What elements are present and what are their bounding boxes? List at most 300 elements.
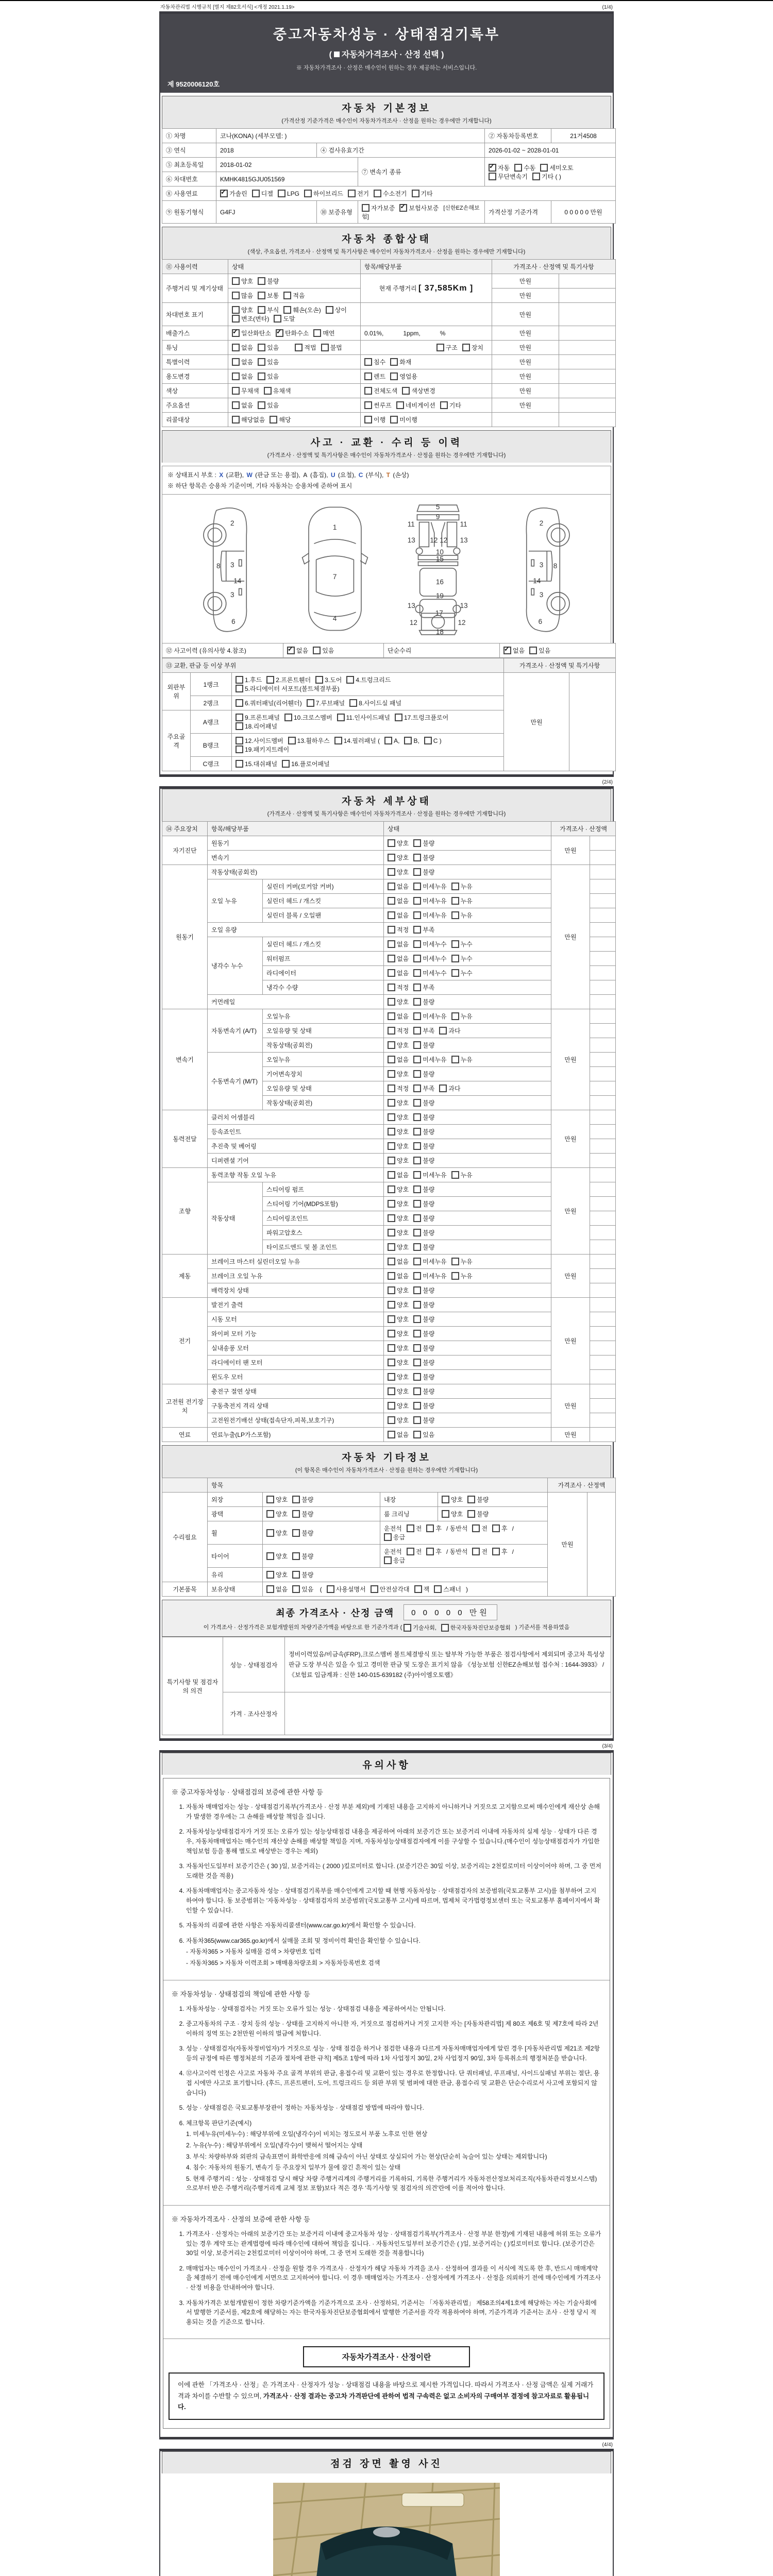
checkbox-option[interactable]: 있음: [258, 401, 279, 410]
checkbox[interactable]: [413, 1142, 421, 1150]
checkbox-option[interactable]: 양호: [388, 1387, 409, 1396]
checkbox[interactable]: [451, 1272, 459, 1280]
checkbox-option[interactable]: 불량: [413, 1416, 434, 1425]
checkbox[interactable]: [313, 329, 321, 337]
checkbox-option[interactable]: 수소전기: [374, 189, 407, 198]
checkbox[interactable]: [287, 647, 295, 654]
checkbox-option[interactable]: 이행: [364, 415, 385, 424]
checkbox[interactable]: [388, 1027, 395, 1035]
checkbox[interactable]: [274, 315, 281, 323]
checkbox-option[interactable]: 양호: [266, 1529, 288, 1537]
checkbox[interactable]: [346, 676, 354, 684]
checkbox-option[interactable]: 양호: [266, 1552, 288, 1561]
checkbox[interactable]: [441, 1624, 449, 1632]
checkbox-option[interactable]: 기타: [440, 401, 461, 410]
checkbox-option[interactable]: 유채색: [264, 386, 291, 395]
checkbox-option[interactable]: 썬루프: [364, 401, 392, 410]
checkbox[interactable]: [388, 984, 395, 991]
checkbox[interactable]: [388, 1243, 395, 1251]
checkbox-option[interactable]: 없음: [388, 1012, 409, 1021]
checkbox-option[interactable]: 누유: [451, 896, 473, 905]
checkbox[interactable]: [388, 1200, 395, 1208]
checkbox-option[interactable]: 누유: [451, 1012, 473, 1021]
checkbox[interactable]: [540, 164, 548, 172]
checkbox[interactable]: [413, 1402, 421, 1410]
checkbox-option[interactable]: ✓ 자동: [489, 163, 510, 172]
checkbox[interactable]: [413, 1416, 421, 1424]
checkbox[interactable]: [404, 1624, 411, 1632]
checkbox-option[interactable]: 훼손(오손): [283, 306, 321, 314]
checkbox[interactable]: [413, 1041, 421, 1049]
checkbox[interactable]: [236, 714, 243, 721]
checkbox-option[interactable]: 불량: [413, 853, 434, 862]
checkbox-option[interactable]: 양호: [266, 1495, 288, 1504]
checkbox[interactable]: [532, 173, 540, 180]
checkbox[interactable]: [282, 760, 290, 768]
checkbox[interactable]: [292, 1510, 300, 1518]
checkbox-option[interactable]: 잭: [414, 1585, 430, 1594]
panel-checkbox-option[interactable]: 13.휠하우스: [288, 736, 330, 745]
checkbox[interactable]: [258, 306, 265, 314]
checkbox-option[interactable]: 적법: [295, 343, 316, 352]
panel-checkbox-option[interactable]: A,: [384, 737, 399, 744]
checkbox-option[interactable]: 누유: [451, 882, 473, 891]
checkbox[interactable]: [388, 883, 395, 890]
checkbox[interactable]: [334, 737, 342, 744]
checkbox[interactable]: [413, 883, 421, 890]
checkbox[interactable]: [529, 647, 537, 654]
checkbox[interactable]: [413, 1128, 421, 1136]
checkbox[interactable]: [413, 1012, 421, 1020]
checkbox[interactable]: [413, 1214, 421, 1222]
checkbox[interactable]: [472, 1548, 480, 1555]
checkbox-option[interactable]: 기술사회,: [404, 1623, 436, 1632]
checkbox[interactable]: [412, 190, 419, 197]
checkbox-option[interactable]: 양호: [388, 1401, 409, 1410]
checkbox-option[interactable]: 없음: [388, 969, 409, 977]
checkbox[interactable]: [232, 387, 240, 395]
checkbox-option[interactable]: 도말: [274, 314, 295, 323]
checkbox-option[interactable]: 불량: [413, 1329, 434, 1338]
checkbox-option[interactable]: 양호: [388, 1127, 409, 1136]
checkbox-option[interactable]: 없음: [388, 882, 409, 891]
checkbox-option[interactable]: 매연: [313, 329, 334, 337]
checkbox[interactable]: [258, 358, 265, 366]
checkbox-option[interactable]: 양호: [388, 1041, 409, 1049]
checkbox-option[interactable]: 불량: [413, 1214, 434, 1223]
checkbox[interactable]: [451, 897, 459, 905]
checkbox[interactable]: [388, 1402, 395, 1410]
checkbox[interactable]: [388, 1373, 395, 1381]
checkbox[interactable]: [388, 897, 395, 905]
checkbox[interactable]: [252, 190, 260, 197]
checkbox[interactable]: [451, 955, 459, 962]
checkbox-option[interactable]: 있음: [292, 1585, 313, 1594]
checkbox[interactable]: [413, 1315, 421, 1323]
checkbox-option[interactable]: 불량: [413, 1344, 434, 1352]
checkbox-option[interactable]: 양호: [388, 1228, 409, 1237]
checkbox[interactable]: [232, 416, 240, 423]
checkbox-option[interactable]: 응급: [384, 1556, 405, 1565]
checkbox[interactable]: [451, 883, 459, 890]
checkbox[interactable]: [388, 1330, 395, 1337]
checkbox-option[interactable]: 미세누유: [413, 1257, 446, 1266]
checkbox-option[interactable]: 전기: [348, 189, 369, 198]
checkbox[interactable]: [388, 1431, 395, 1438]
checkbox[interactable]: [236, 745, 243, 753]
checkbox[interactable]: [337, 714, 345, 721]
checkbox-option[interactable]: 양호: [442, 1510, 463, 1518]
checkbox[interactable]: [232, 329, 240, 337]
checkbox[interactable]: [442, 1496, 449, 1503]
checkbox-option[interactable]: LPG: [278, 190, 299, 197]
checkbox[interactable]: [388, 940, 395, 948]
checkbox[interactable]: [264, 387, 272, 395]
checkbox-option[interactable]: 적정: [388, 925, 409, 934]
checkbox-option[interactable]: 응급: [384, 1533, 405, 1541]
panel-checkbox-option[interactable]: 11.인사이드패널: [337, 713, 390, 722]
checkbox[interactable]: [232, 315, 240, 323]
checkbox[interactable]: [388, 1142, 395, 1150]
checkbox-option[interactable]: 렌트: [364, 372, 385, 381]
checkbox[interactable]: [288, 737, 296, 744]
checkbox-option[interactable]: 미세누유: [413, 1055, 446, 1064]
checkbox[interactable]: [388, 998, 395, 1006]
checkbox-option[interactable]: 양호: [388, 1286, 409, 1295]
checkbox-option[interactable]: 양호: [388, 1113, 409, 1122]
panel-checkbox-option[interactable]: 16.플로어패널: [282, 759, 330, 768]
checkbox-option[interactable]: 미세누유: [413, 1272, 446, 1280]
checkbox[interactable]: [413, 1359, 421, 1366]
checkbox-option[interactable]: 해당: [270, 415, 291, 424]
checkbox-option[interactable]: 양호: [232, 277, 253, 285]
checkbox[interactable]: [232, 358, 240, 366]
panel-checkbox-option[interactable]: 15.대쉬패널: [236, 759, 277, 768]
checkbox-option[interactable]: 미세누유: [413, 1012, 446, 1021]
checkbox-option[interactable]: 안전삼각대: [371, 1585, 410, 1594]
checkbox-option[interactable]: 많음: [232, 291, 253, 300]
checkbox-option[interactable]: 있음: [258, 343, 279, 352]
checkbox[interactable]: [266, 676, 274, 684]
panel-checkbox-option[interactable]: 19.패키지트레이: [236, 745, 289, 754]
checkbox-option[interactable]: 미세누유: [413, 1171, 446, 1179]
checkbox-option[interactable]: 부식: [258, 306, 279, 314]
checkbox[interactable]: [266, 1571, 274, 1579]
checkbox-option[interactable]: 양호: [388, 1358, 409, 1367]
checkbox-option[interactable]: 누수: [451, 954, 473, 963]
checkbox-option[interactable]: ✓ 가솔린: [220, 189, 247, 198]
checkbox[interactable]: [283, 292, 291, 299]
checkbox-option[interactable]: 사용설명서: [327, 1585, 366, 1594]
checkbox-option[interactable]: 누수: [451, 969, 473, 977]
checkbox[interactable]: [413, 1185, 421, 1193]
panel-checkbox-option[interactable]: 7.루브패널: [307, 699, 345, 707]
checkbox[interactable]: [413, 1344, 421, 1352]
checkbox[interactable]: [413, 998, 421, 1006]
checkbox-option[interactable]: 불량: [292, 1552, 313, 1561]
checkbox[interactable]: [439, 1084, 447, 1092]
checkbox[interactable]: [413, 969, 421, 977]
checkbox-option[interactable]: 후: [426, 1547, 442, 1556]
checkbox[interactable]: [413, 1200, 421, 1208]
checkbox-option[interactable]: 색상변경: [402, 386, 435, 395]
checkbox[interactable]: [315, 676, 323, 684]
checkbox-option[interactable]: 없음: [388, 1257, 409, 1266]
checkbox[interactable]: [236, 722, 243, 730]
checkbox[interactable]: [413, 1171, 421, 1179]
checkbox[interactable]: [390, 358, 398, 366]
checkbox-option[interactable]: 양호: [388, 853, 409, 862]
checkbox[interactable]: [236, 676, 243, 684]
checkbox-option[interactable]: 누유: [451, 1272, 473, 1280]
checkbox-option[interactable]: 불량: [413, 1243, 434, 1251]
checkbox[interactable]: [270, 416, 277, 423]
checkbox[interactable]: [266, 1585, 274, 1593]
checkbox[interactable]: [413, 854, 421, 861]
checkbox[interactable]: [413, 911, 421, 919]
checkbox[interactable]: [374, 190, 381, 197]
checkbox-option[interactable]: 미세누유: [413, 882, 446, 891]
checkbox-option[interactable]: 양호: [388, 1199, 409, 1208]
checkbox-option[interactable]: 무단변속기: [489, 172, 528, 181]
panel-checkbox-option[interactable]: 12.사이드멤버: [236, 736, 283, 745]
checkbox[interactable]: [388, 926, 395, 934]
checkbox-option[interactable]: 수동: [514, 163, 535, 172]
panel-checkbox-option[interactable]: B,: [404, 737, 419, 744]
checkbox-option[interactable]: 적정: [388, 1026, 409, 1035]
checkbox[interactable]: [388, 868, 395, 876]
checkbox-option[interactable]: 불량: [292, 1495, 313, 1504]
checkbox-option[interactable]: 적정: [388, 983, 409, 992]
checkbox-option[interactable]: 부족: [413, 1084, 434, 1093]
checkbox-option[interactable]: 불량: [413, 1070, 434, 1078]
checkbox[interactable]: [514, 164, 522, 172]
checkbox[interactable]: [364, 387, 372, 395]
checkbox-option[interactable]: 없음: [388, 954, 409, 963]
checkbox[interactable]: [426, 1524, 434, 1532]
checkbox-option[interactable]: 불량: [413, 1286, 434, 1295]
checkbox[interactable]: [388, 1185, 395, 1193]
checkbox-option[interactable]: ✓ 없음: [287, 646, 308, 655]
checkbox-option[interactable]: 누유: [451, 911, 473, 920]
checkbox-option[interactable]: 전: [407, 1547, 422, 1556]
checkbox-option[interactable]: 없음: [388, 911, 409, 920]
checkbox[interactable]: [284, 714, 292, 721]
checkbox[interactable]: [467, 1510, 475, 1518]
checkbox-option[interactable]: 양호: [388, 1329, 409, 1338]
checkbox[interactable]: [413, 1243, 421, 1251]
checkbox-option[interactable]: 미세누수: [413, 954, 446, 963]
checkbox[interactable]: [413, 1229, 421, 1236]
checkbox-option[interactable]: 없음: [232, 343, 253, 352]
checkbox[interactable]: [388, 1416, 395, 1424]
checkbox[interactable]: [364, 401, 372, 409]
checkbox[interactable]: [388, 1315, 395, 1323]
checkbox-option[interactable]: 후: [426, 1524, 442, 1533]
checkbox[interactable]: [388, 1128, 395, 1136]
checkbox[interactable]: [364, 372, 372, 380]
checkbox[interactable]: [442, 1510, 449, 1518]
checkbox[interactable]: [390, 416, 398, 423]
checkbox[interactable]: [388, 1359, 395, 1366]
checkbox-option[interactable]: 누유: [451, 1171, 473, 1179]
checkbox[interactable]: [388, 1070, 395, 1078]
checkbox[interactable]: [388, 1229, 395, 1236]
checkbox-option[interactable]: 불량: [413, 1358, 434, 1367]
checkbox[interactable]: [451, 1012, 459, 1020]
checkbox[interactable]: [258, 344, 265, 351]
checkbox-option[interactable]: 양호: [388, 1243, 409, 1251]
panel-checkbox-option[interactable]: 1.후드: [236, 675, 262, 684]
checkbox[interactable]: [388, 1113, 395, 1121]
checkbox[interactable]: [384, 1533, 392, 1541]
checkbox[interactable]: [413, 1084, 421, 1092]
checkbox-option[interactable]: 네비게이션: [396, 401, 435, 410]
checkbox[interactable]: [388, 854, 395, 861]
checkbox[interactable]: [276, 329, 283, 337]
checkbox-option[interactable]: 양호: [388, 1185, 409, 1194]
checkbox[interactable]: [451, 1171, 459, 1179]
checkbox[interactable]: [402, 387, 410, 395]
checkbox[interactable]: [388, 1258, 395, 1265]
checkbox[interactable]: [413, 940, 421, 948]
checkbox[interactable]: [451, 1258, 459, 1265]
checkbox[interactable]: [384, 737, 392, 744]
checkbox[interactable]: [292, 1496, 300, 1503]
checkbox-option[interactable]: 적정: [388, 1084, 409, 1093]
checkbox[interactable]: [407, 1524, 414, 1532]
checkbox[interactable]: [292, 1585, 300, 1593]
checkbox-option[interactable]: 없음: [388, 1171, 409, 1179]
checkbox[interactable]: [232, 292, 240, 299]
checkbox[interactable]: [407, 1548, 414, 1555]
checkbox-option[interactable]: 불량: [413, 1185, 434, 1194]
checkbox[interactable]: [424, 737, 432, 744]
checkbox[interactable]: [436, 344, 444, 351]
checkbox-option[interactable]: 없음: [232, 372, 253, 381]
checkbox[interactable]: [388, 1301, 395, 1309]
checkbox-option[interactable]: ✓ 없음: [503, 646, 525, 655]
checkbox-option[interactable]: 양호: [232, 306, 253, 314]
checkbox[interactable]: [313, 647, 321, 654]
checkbox-option[interactable]: 불량: [413, 1228, 434, 1237]
checkbox[interactable]: [503, 647, 511, 654]
checkbox[interactable]: [388, 1099, 395, 1107]
checkbox[interactable]: [349, 699, 357, 707]
checkbox-option[interactable]: 부족: [413, 925, 434, 934]
checkbox-option[interactable]: 세미오토: [540, 163, 573, 172]
checkbox[interactable]: [388, 839, 395, 847]
checkbox-option[interactable]: 미세누유: [413, 911, 446, 920]
checkbox[interactable]: [413, 1113, 421, 1121]
checkbox-option[interactable]: 양호: [388, 1098, 409, 1107]
checkbox-option[interactable]: 미이행: [390, 415, 417, 424]
checkbox-option[interactable]: 양호: [266, 1510, 288, 1518]
checkbox-option[interactable]: 과다: [439, 1084, 460, 1093]
checkbox-option[interactable]: 후: [492, 1547, 508, 1556]
checkbox[interactable]: [266, 1510, 274, 1518]
checkbox-option[interactable]: 불량: [413, 1199, 434, 1208]
checkbox[interactable]: [388, 1084, 395, 1092]
checkbox-option[interactable]: 불량: [413, 1387, 434, 1396]
checkbox[interactable]: [399, 204, 407, 212]
checkbox-option[interactable]: 영업용: [390, 372, 417, 381]
checkbox[interactable]: [232, 401, 240, 409]
checkbox-option[interactable]: 상이: [326, 306, 347, 314]
checkbox[interactable]: [492, 1548, 500, 1555]
checkbox[interactable]: [292, 1529, 300, 1537]
checkbox-option[interactable]: 없음: [388, 1272, 409, 1280]
checkbox[interactable]: [327, 1585, 334, 1593]
checkbox-option[interactable]: 불법: [321, 343, 342, 352]
checkbox[interactable]: [413, 1272, 421, 1280]
checkbox[interactable]: [388, 1286, 395, 1294]
checkbox-option[interactable]: 전: [472, 1524, 488, 1533]
checkbox-option[interactable]: 누유: [451, 1055, 473, 1064]
checkbox-option[interactable]: 양호: [388, 839, 409, 848]
checkbox[interactable]: [434, 1585, 442, 1593]
checkbox[interactable]: [384, 1556, 392, 1564]
checkbox[interactable]: [413, 984, 421, 991]
checkbox[interactable]: [388, 969, 395, 977]
checkbox-option[interactable]: 자가보증: [362, 204, 395, 212]
checkbox[interactable]: [413, 1330, 421, 1337]
checkbox[interactable]: [388, 1157, 395, 1164]
panel-checkbox-option[interactable]: 10.크로스멤버: [284, 713, 332, 722]
checkbox-option[interactable]: 불량: [413, 839, 434, 848]
checkbox-option[interactable]: 없음: [232, 358, 253, 366]
checkbox-option[interactable]: 불량: [413, 997, 434, 1006]
checkbox[interactable]: [321, 344, 329, 351]
checkbox-option[interactable]: 침수: [364, 358, 385, 366]
checkbox[interactable]: [467, 1496, 475, 1503]
checkbox[interactable]: [413, 868, 421, 876]
checkbox[interactable]: [413, 1387, 421, 1395]
checkbox-option[interactable]: 후: [492, 1524, 508, 1533]
checkbox-option[interactable]: 있음: [529, 646, 550, 655]
checkbox[interactable]: [232, 277, 240, 285]
checkbox-option[interactable]: 전: [407, 1524, 422, 1533]
checkbox-option[interactable]: 양호: [266, 1570, 288, 1579]
checkbox-option[interactable]: 있음: [413, 1430, 434, 1439]
checkbox-option[interactable]: 전: [472, 1547, 488, 1556]
checkbox[interactable]: [326, 306, 333, 314]
panel-checkbox-option[interactable]: 18.리어패널: [236, 722, 277, 731]
checkbox[interactable]: [266, 1529, 274, 1537]
checkbox-option[interactable]: 미세누수: [413, 969, 446, 977]
checkbox[interactable]: [413, 926, 421, 934]
checkbox[interactable]: [388, 955, 395, 962]
checkbox-option[interactable]: 불량: [413, 868, 434, 876]
checkbox-option[interactable]: 불량: [413, 1041, 434, 1049]
checkbox[interactable]: [414, 1585, 422, 1593]
checkbox[interactable]: [388, 1171, 395, 1179]
panel-checkbox-option[interactable]: 2.프론트휀더: [266, 675, 311, 684]
checkbox-option[interactable]: 있음: [313, 646, 334, 655]
panel-checkbox-option[interactable]: 4.트렁크리드: [346, 675, 391, 684]
checkbox-option[interactable]: 과다: [439, 1026, 460, 1035]
checkbox-option[interactable]: 화재: [390, 358, 411, 366]
checkbox[interactable]: [307, 699, 314, 707]
checkbox[interactable]: [390, 372, 398, 380]
checkbox[interactable]: [388, 1344, 395, 1352]
checkbox[interactable]: [404, 737, 412, 744]
checkbox-option[interactable]: 불량: [413, 1113, 434, 1122]
checkbox[interactable]: [220, 190, 228, 197]
checkbox-option[interactable]: 없음: [388, 1430, 409, 1439]
checkbox-option[interactable]: 디젤: [252, 189, 273, 198]
checkbox[interactable]: [292, 1552, 300, 1560]
